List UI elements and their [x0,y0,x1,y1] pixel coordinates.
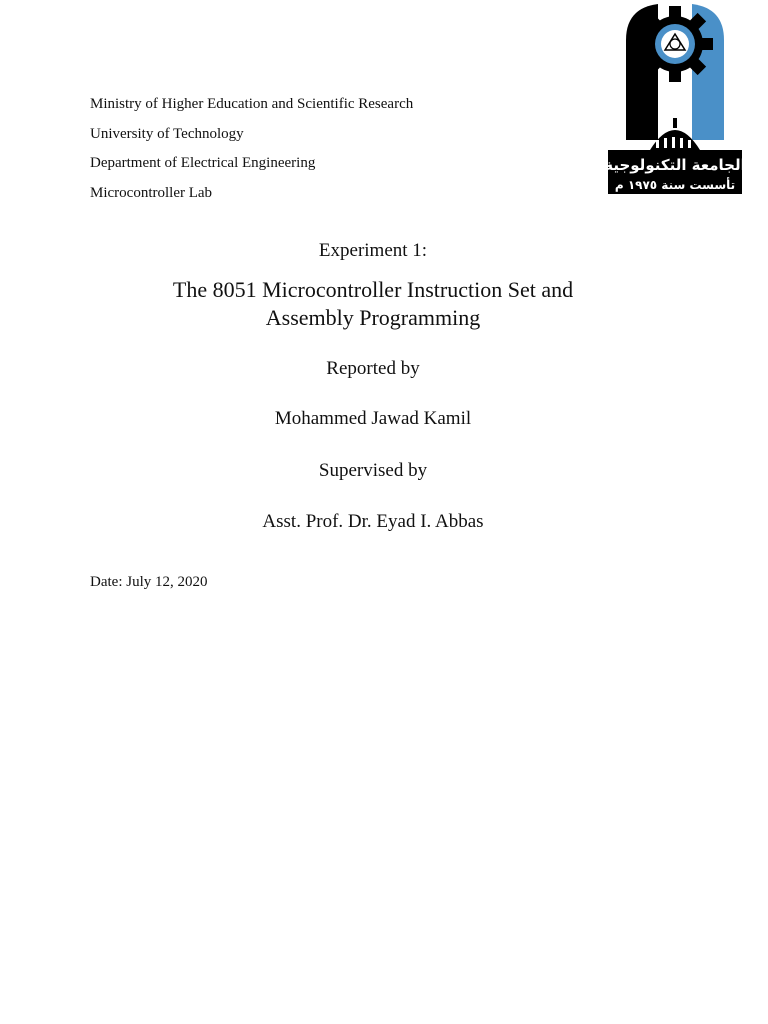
university-line: University of Technology [90,125,244,142]
institution-header [90,90,413,208]
experiment-label: Experiment 1: [318,240,428,261]
logo-arabic-line2: تأسست سنة ١٩٧٥ م [614,178,736,192]
author-name: Mohammed Jawad Kamil [274,408,472,429]
supervisor-name: Asst. Prof. Dr. Eyad I. Abbas [262,511,484,532]
supervised-by-label: Supervised by [318,460,428,481]
reported-by-label: Reported by [326,358,420,379]
logo-arabic-line1: الجامعة التكنولوجية [606,156,744,174]
experiment-title [0,276,746,332]
ministry-line: Ministry of Higher Education and Scientific Research [90,96,414,112]
lab-line: Microcontroller Lab [90,184,213,201]
department-line: Department of Electrical Engineering [90,155,316,171]
experiment-title-line2: Assembly Programming [265,305,481,330]
experiment-title-line1: The 8051 Microcontroller Instruction Set and [172,277,574,302]
university-logo-icon [606,0,744,196]
report-date: Date: July 12, 2020 [90,574,208,590]
